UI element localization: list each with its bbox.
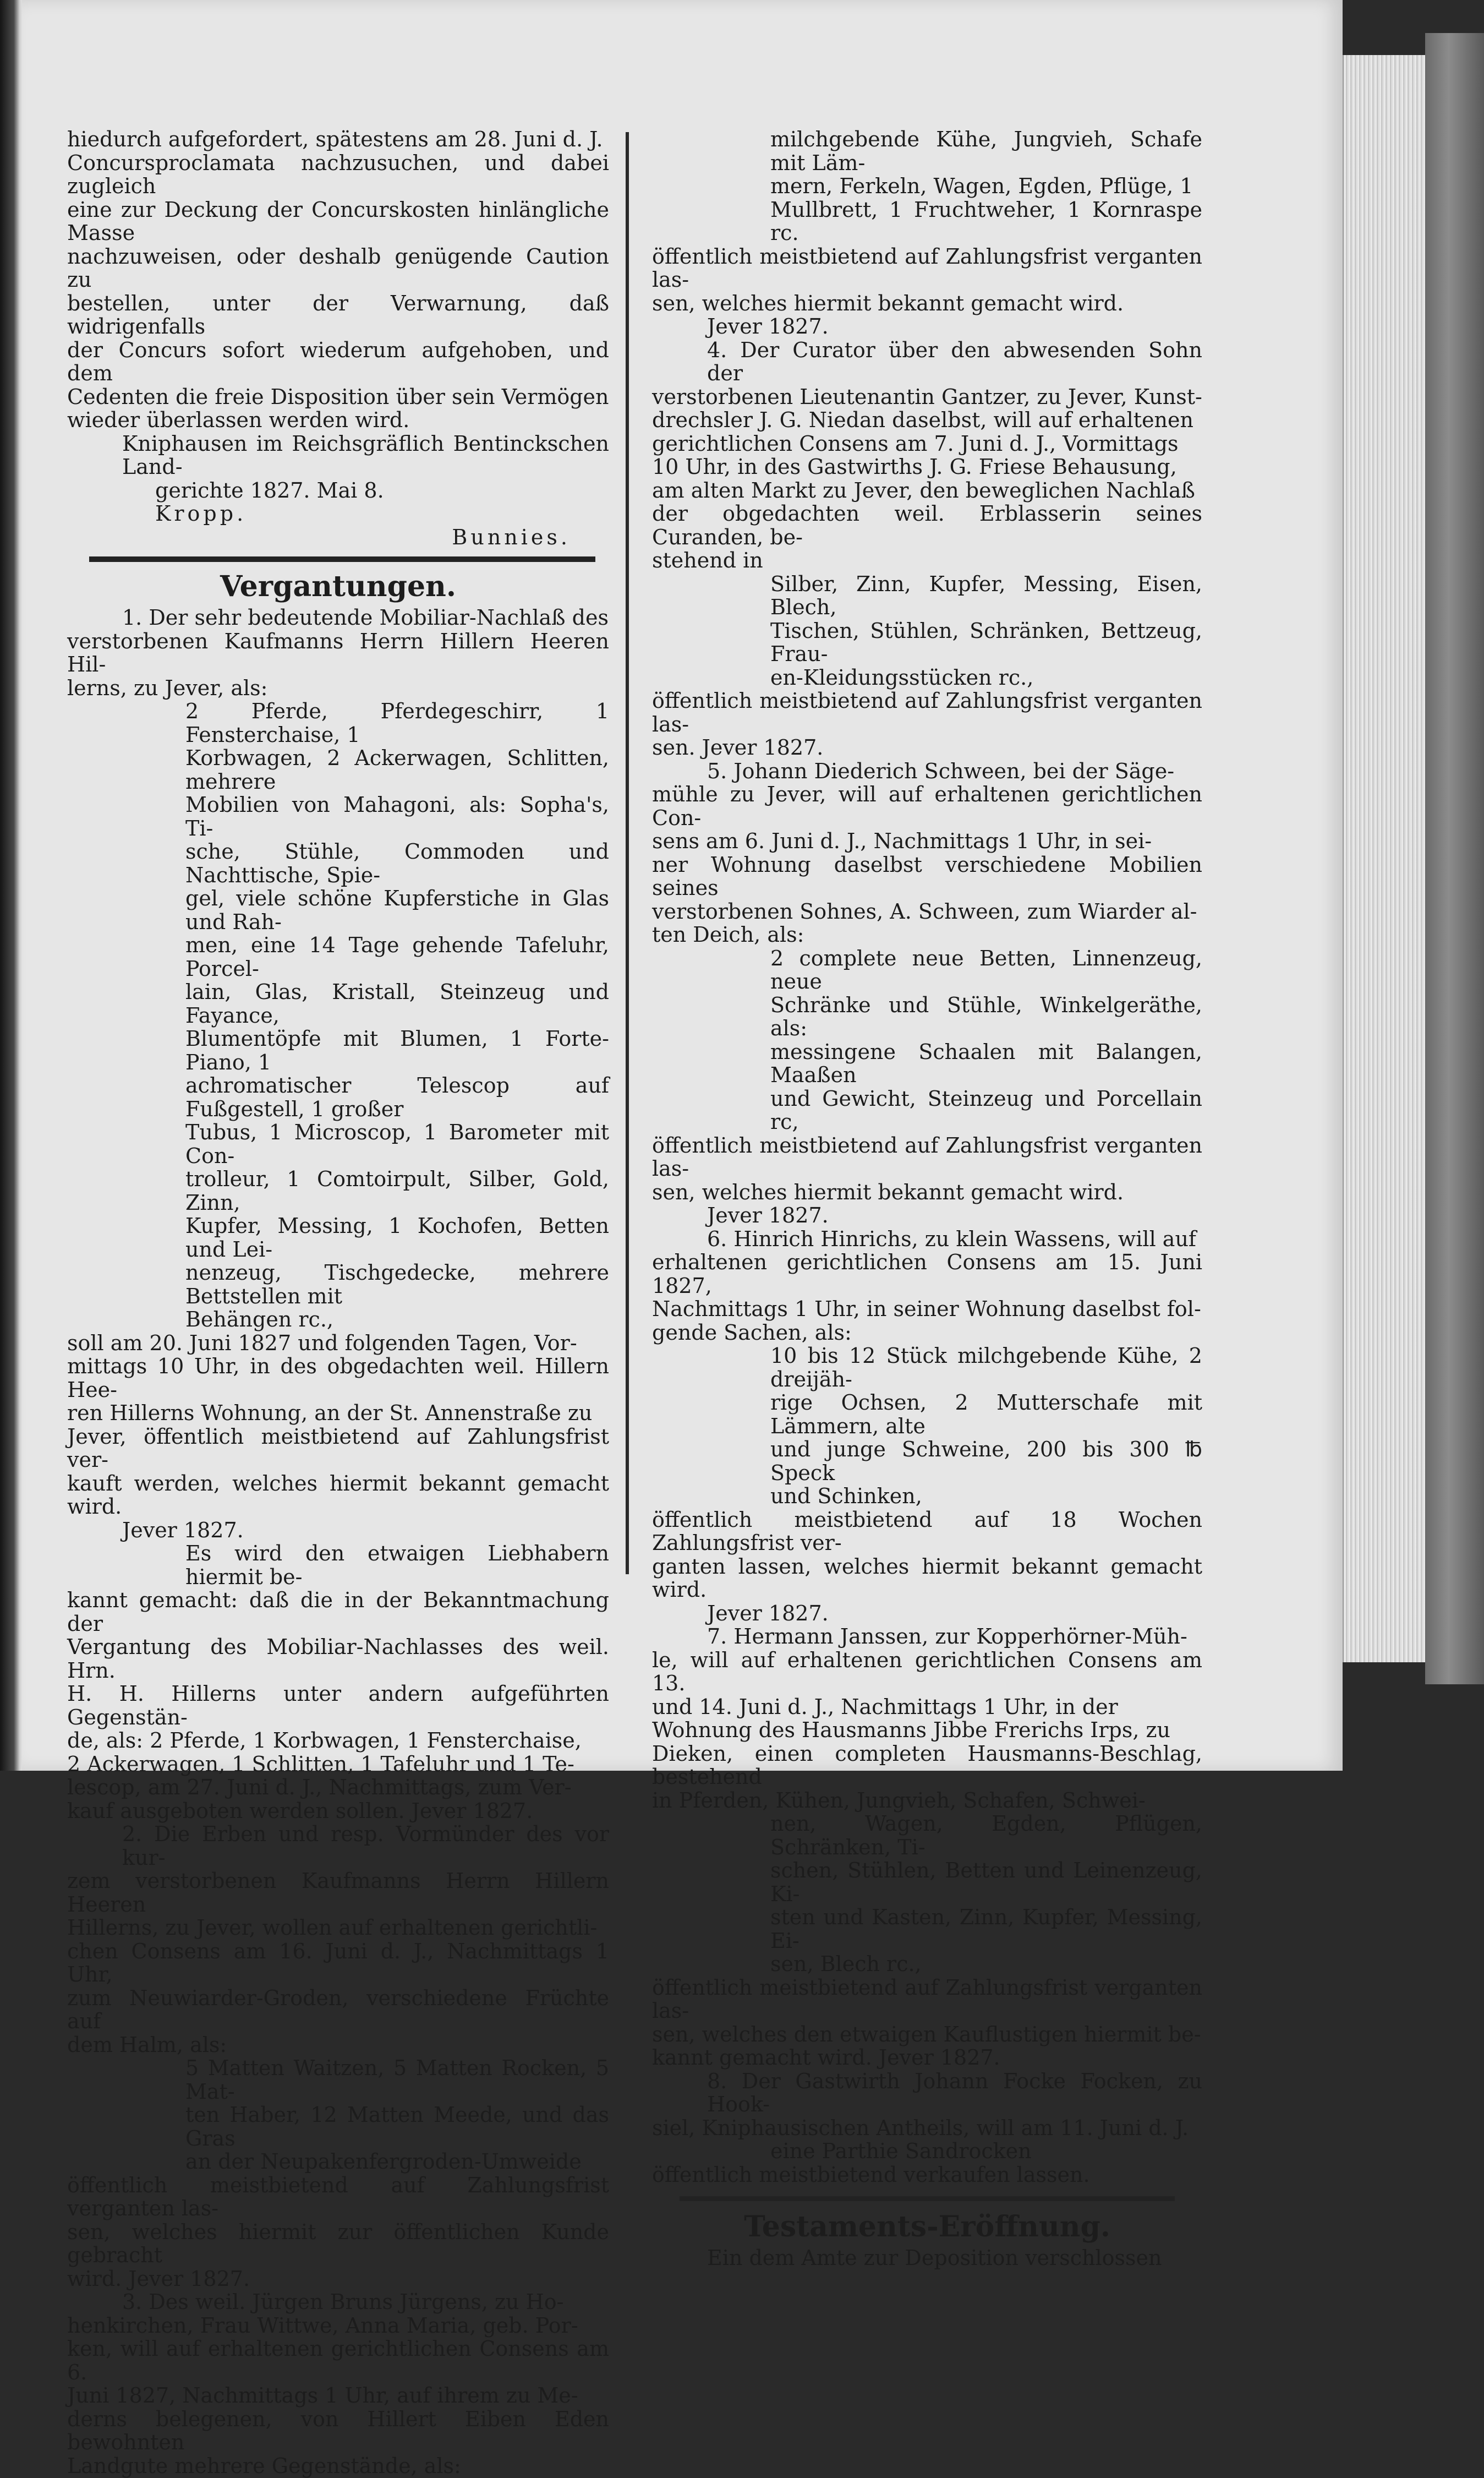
place-date: Jever 1827. [122,1518,244,1542]
list-line: 5 Matten Waitzen, 5 Matten Rocken, 5 Mat- [185,2056,609,2104]
text-line: de, als: 2 Pferde, 1 Korbwagen, 1 Fensterchaise, [67,1728,582,1753]
list-line: gel, viele schöne Kupferstiche in Glas und Rah- [185,886,609,934]
text-line: verstorbenen Sohnes, A. Schween, zum Wiarder al- [652,899,1197,924]
book-cover-edge [1425,33,1484,1684]
list-line: sen, Blech rc., [770,1952,922,1976]
item-4 [652,339,1202,760]
list-line: Behängen rc., [185,1307,333,1331]
text-line: 2. Die Erben und resp. Vormünder des vor kur- [122,1822,609,1870]
text-line: verstorbenen Kaufmanns Herrn Hillern Heeren Hil- [67,629,609,676]
court-date: gerichte 1827. Mai 8. [155,478,384,503]
text-line: H. H. Hillerns unter andern aufgeführten Gegenstän- [67,1682,609,1729]
list-line: Silber, Zinn, Kupfer, Messing, Eisen, Blech, [770,571,1202,619]
section-rule [680,2196,1175,2201]
list-line: Tischen, Stühlen, Schränken, Bettzeug, Frau- [770,618,1202,666]
text-line: 3. Des weil. Jürgen Bruns Jürgens, zu Ho- [122,2290,564,2314]
text-line: öffentlich meistbietend auf Zahlungsfrist verganten las- [652,1975,1202,2023]
text-line: derns belegenen, von Hillert Eiben Eden bewohnten [67,2406,609,2454]
list-line: Blumentöpfe mit Blumen, 1 Forte-Piano, 1 [185,1027,609,1074]
text-line: henkirchen, Frau Wittwe, Anna Maria, geb. Por- [67,2313,578,2338]
text-line: Es wird den etwaigen Liebhabern hiermit be- [185,1541,609,1589]
text-line: öffentlich meistbietend auf Zahlungsfrist verganten las- [652,244,1202,292]
text-line: Nachmittags 1 Uhr, in seiner Wohnung daselbst fol- [652,1297,1201,1321]
text-line: gerichtlichen Consens am 7. Juni d. J., Vormittags [652,431,1179,456]
list-line: trolleur, 1 Comtoirpult, Silber, Gold, Zinn, [185,1167,609,1215]
signer-kropp: Kropp. [155,501,247,526]
list-line: Kupfer, Messing, 1 Kochofen, Betten und Lei- [185,1214,609,1262]
list-line: 2 Pferde, Pferdegeschirr, 1 Fensterchaise, 1 [185,699,609,747]
text-line: 10 Uhr, in des Gastwirths J. G. Friese Behausung, [652,455,1177,479]
section-heading-vergantungen: Vergantungen. [220,570,456,603]
list-line: sten und Kasten, Zinn, Kupfer, Messing, Ei- [770,1905,1202,1953]
text-line: 2 Ackerwagen, 1 Schlitten, 1 Tafeluhr und 1 Te- [67,1751,574,1776]
item-7 [652,1625,1202,2070]
list-line: Korbwagen, 2 Ackerwagen, Schlitten, mehrere [185,746,609,794]
text-line: ken, will auf erhaltenen gerichtlichen Consens am 6. [67,2337,609,2384]
place-date: Jever 1827. [707,314,829,339]
text-line: stehend in [652,548,763,572]
list-line: milchgebende Kühe, Jungvieh, Schafe mit Läm- [770,127,1202,175]
text-line: Hillerns, zu Jever, wollen auf erhaltenen gerichtli- [67,1915,598,1940]
text-line: mittags 10 Uhr, in des obgedachten weil. Hillern Hee- [67,1354,609,1402]
text-line: dem Halm, als: [67,2032,227,2057]
text-line: Cedenten die freie Disposition über sein Vermögen [67,384,609,409]
text-line: siel, Kniphausischen Antheils, will am 11. Juni d. J. [652,2115,1189,2140]
text-line: Vergantung des Mobiliar-Nachlasses des weil. Hrn. [67,1635,609,1683]
text-line: sen, welches hiermit bekannt gemacht wird. [652,291,1124,315]
court-line: Kniphausen im Reichsgräflich Bentinckschen Land- [122,431,609,479]
text-line: bestellen, unter der Verwarnung, daß widrigenfalls [67,291,609,339]
item-5 [652,760,1202,1227]
text-line: wird. Jever 1827. [67,2266,250,2291]
signer-bunnies: Bunnies. [452,525,571,549]
text-line: kauf ausgeboten werden sollen. Jever 1827. [67,1798,533,1823]
text-line: der obgedachten weil. Erblasserin seines Curanden, be- [652,501,1202,549]
list-line: Tubus, 1 Microscop, 1 Barometer mit Con- [185,1120,609,1168]
left-column [67,128,609,2477]
text-line: sens am 6. Juni d. J., Nachmittags 1 Uhr, in sei- [652,829,1152,853]
text-line: am alten Markt zu Jever, den beweglichen Nachlaß [652,478,1195,503]
text-line: gende Sachen, als: [652,1320,852,1345]
list-line: und Schinken, [770,1484,922,1508]
text-line: 4. Der Curator über den abwesenden Sohn der [707,337,1202,385]
text-line: 7. Hermann Janssen, zur Kopperhörner-Müh- [707,1624,1187,1649]
text-line: öffentlich meistbietend auf Zahlungsfrist verganten las- [67,2173,609,2220]
list-line: und Gewicht, Steinzeug und Porcellain rc, [770,1086,1202,1134]
item-3 [67,2290,609,2477]
list-line: men, eine 14 Tage gehende Tafeluhr, Porcel- [185,933,609,981]
list-line: achromatischer Telescop auf Fußgestell, 1 großer [185,1073,609,1121]
text-line: der Concurs sofort wiederum aufgehoben, und dem [67,337,609,385]
text-line: sen, welches hiermit zur öffentlichen Kunde gebracht [67,2219,609,2267]
text-line: ganten lassen, welches hiermit bekannt gemacht wird. [652,1554,1202,1602]
text-line: öffentlich meistbietend verkaufen lassen. [652,2162,1090,2187]
section-heading-testaments: Testaments-Eröffnung. [744,2210,1110,2244]
list-line: schen, Stühlen, Betten und Leinenzeug, Ki- [770,1858,1202,1906]
right-column [652,128,1202,2270]
text-line: 1. Der sehr bedeutende Mobiliar-Nachlaß des [122,605,609,630]
text-line: Dieken, einen completen Hausmanns-Beschlag, bestehend [652,1741,1202,1789]
item-3-continued [652,128,1202,339]
section-rule [89,556,595,562]
page-edges [1343,55,1426,1662]
item-2 [67,1822,609,2290]
list-line: eine Parthie Sandrocken [770,2139,1032,2163]
text-line: kannt gemacht: daß die in der Bekanntmachung der [67,1588,609,1636]
list-line: nenzeug, Tischgedecke, mehrere Bettstellen mit [185,1260,609,1308]
text-line: Wohnung des Hausmanns Jibbe Frerichs Irps, zu [652,1718,1170,1742]
text-line: hiedurch aufgefordert, spätestens am 28. Juni d. J. [67,127,603,151]
text-line: Landgute mehrere Gegenstände, als: [67,2453,461,2478]
text-line: ten Deich, als: [652,923,804,947]
text-line: lescop, am 27. Juni d. J., Nachmittags, zum Ver- [67,1775,572,1799]
text-line: Juni 1827, Nachmittags 1 Uhr, auf ihrem zu Me- [67,2383,578,2408]
list-line: Mobilien von Mahagoni, als: Sopha's, Ti- [185,793,609,840]
text-line: soll am 20. Juni 1827 und folgenden Tagen, Vor- [67,1330,577,1355]
text-line: Ein dem Amte zur Deposition verschlossen [707,2246,1162,2270]
text-line: le, will auf erhaltenen gerichtlichen Consens am 13. [652,1647,1202,1695]
item-1 [67,606,609,1822]
list-line: sche, Stühle, Commoden und Nachttische, Spie- [185,839,609,887]
text-line: kauft werden, welches hiermit bekannt gemacht wird. [67,1471,609,1519]
list-line: 10 bis 12 Stück milchgebende Kühe, 2 dreijäh- [770,1344,1202,1391]
text-line: verstorbenen Lieutenantin Gantzer, zu Jever, Kunst- [652,384,1202,409]
list-line: und junge Schweine, 200 bis 300 ℔ Speck [770,1437,1202,1485]
text-line: lerns, zu Jever, als: [67,675,268,700]
text-line: ner Wohnung daselbst verschiedene Mobilien seines [652,852,1202,900]
text-line: nachzuweisen, oder deshalb genügende Caution zu [67,244,609,292]
list-line: en-Kleidungsstücken rc., [770,665,1034,690]
text-line: sen. Jever 1827. [652,735,824,760]
text-line: drechsler J. G. Niedan daselbst, will auf erhaltenen [652,408,1193,432]
text-line: Jever, öffentlich meistbietend auf Zahlungsfrist ver- [67,1424,609,1472]
previous-page-edge [0,0,23,1771]
list-line: 2 complete neue Betten, Linnenzeug, neue [770,946,1202,994]
text-line: in Pferden, Kühen, Jungvieh, Schafen, Schwei- [652,1788,1146,1813]
text-line: wieder überlassen werden wird. [67,408,410,432]
list-line: Mullbrett, 1 Fruchtweher, 1 Kornraspe rc. [770,197,1202,245]
list-line: messingene Schaalen mit Balangen, Maaßen [770,1039,1202,1087]
list-line: mern, Ferkeln, Wagen, Egden, Pflüge, 1 [770,174,1193,198]
list-line: ten Haber, 12 Matten Meede, und das Gras [185,2103,609,2150]
text-line: und 14. Juni d. J., Nachmittags 1 Uhr, in der [652,1694,1118,1719]
list-line: lain, Glas, Kristall, Steinzeug und Fayance, [185,980,609,1028]
text-line: erhaltenen gerichtlichen Consens am 15. Juni 1827, [652,1250,1202,1298]
text-line: chen Consens am 16. Juni d. J., Nachmittags 1 Uhr, [67,1939,609,1986]
item-8 [652,2070,1202,2187]
text-line: öffentlich meistbietend auf Zahlungsfrist verganten las- [652,1133,1202,1181]
column-divider [626,132,629,1574]
text-line: öffentlich meistbietend auf Zahlungsfrist verganten las- [652,689,1202,736]
intro-paragraph [67,128,609,432]
item-6 [652,1227,1202,1625]
list-line: nen, Wagen, Egden, Pflügen, Schränken, Ti- [770,1811,1202,1859]
place-date: Jever 1827. [707,1601,829,1625]
text-line: öffentlich meistbietend auf 18 Wochen Zahlungsfrist ver- [652,1507,1202,1555]
text-line: kannt gemacht wird. Jever 1827. [652,2045,1000,2070]
list-line: Schränke und Stühle, Winkelgeräthe, als: [770,992,1202,1040]
text-line: ren Hillerns Wohnung, an der St. Annenstraße zu [67,1401,593,1425]
place-date: Jever 1827. [707,1203,829,1227]
text-line: 6. Hinrich Hinrichs, zu klein Wassens, will auf [707,1226,1196,1251]
list-line: an der Neupakenfergroden-Umweide [185,2149,582,2174]
text-line: zum Neuwiarder-Groden, verschiedene Früchte auf [67,1985,609,2033]
text-line: eine zur Deckung der Concurskosten hinlängliche Masse [67,197,609,245]
text-line: sen, welches hiermit bekannt gemacht wird. [652,1180,1124,1204]
text-line: Concursproclamata nachzusuchen, und dabei zugleich [67,150,609,198]
text-line: mühle zu Jever, will auf erhaltenen gerichtlichen Con- [652,782,1202,830]
text-line: zem verstorbenen Kaufmanns Herrn Hillern Heeren [67,1869,609,1917]
text-line: sen, welches den etwaigen Kauflustigen hiermit be- [652,2022,1201,2046]
text-line: 5. Johann Diederich Schween, bei der Säge- [707,758,1175,783]
text-line: 8. Der Gastwirth Johann Focke Focken, zu Hook- [707,2068,1202,2116]
list-line: rige Ochsen, 2 Mutterschafe mit Lämmern, alte [770,1390,1202,1438]
